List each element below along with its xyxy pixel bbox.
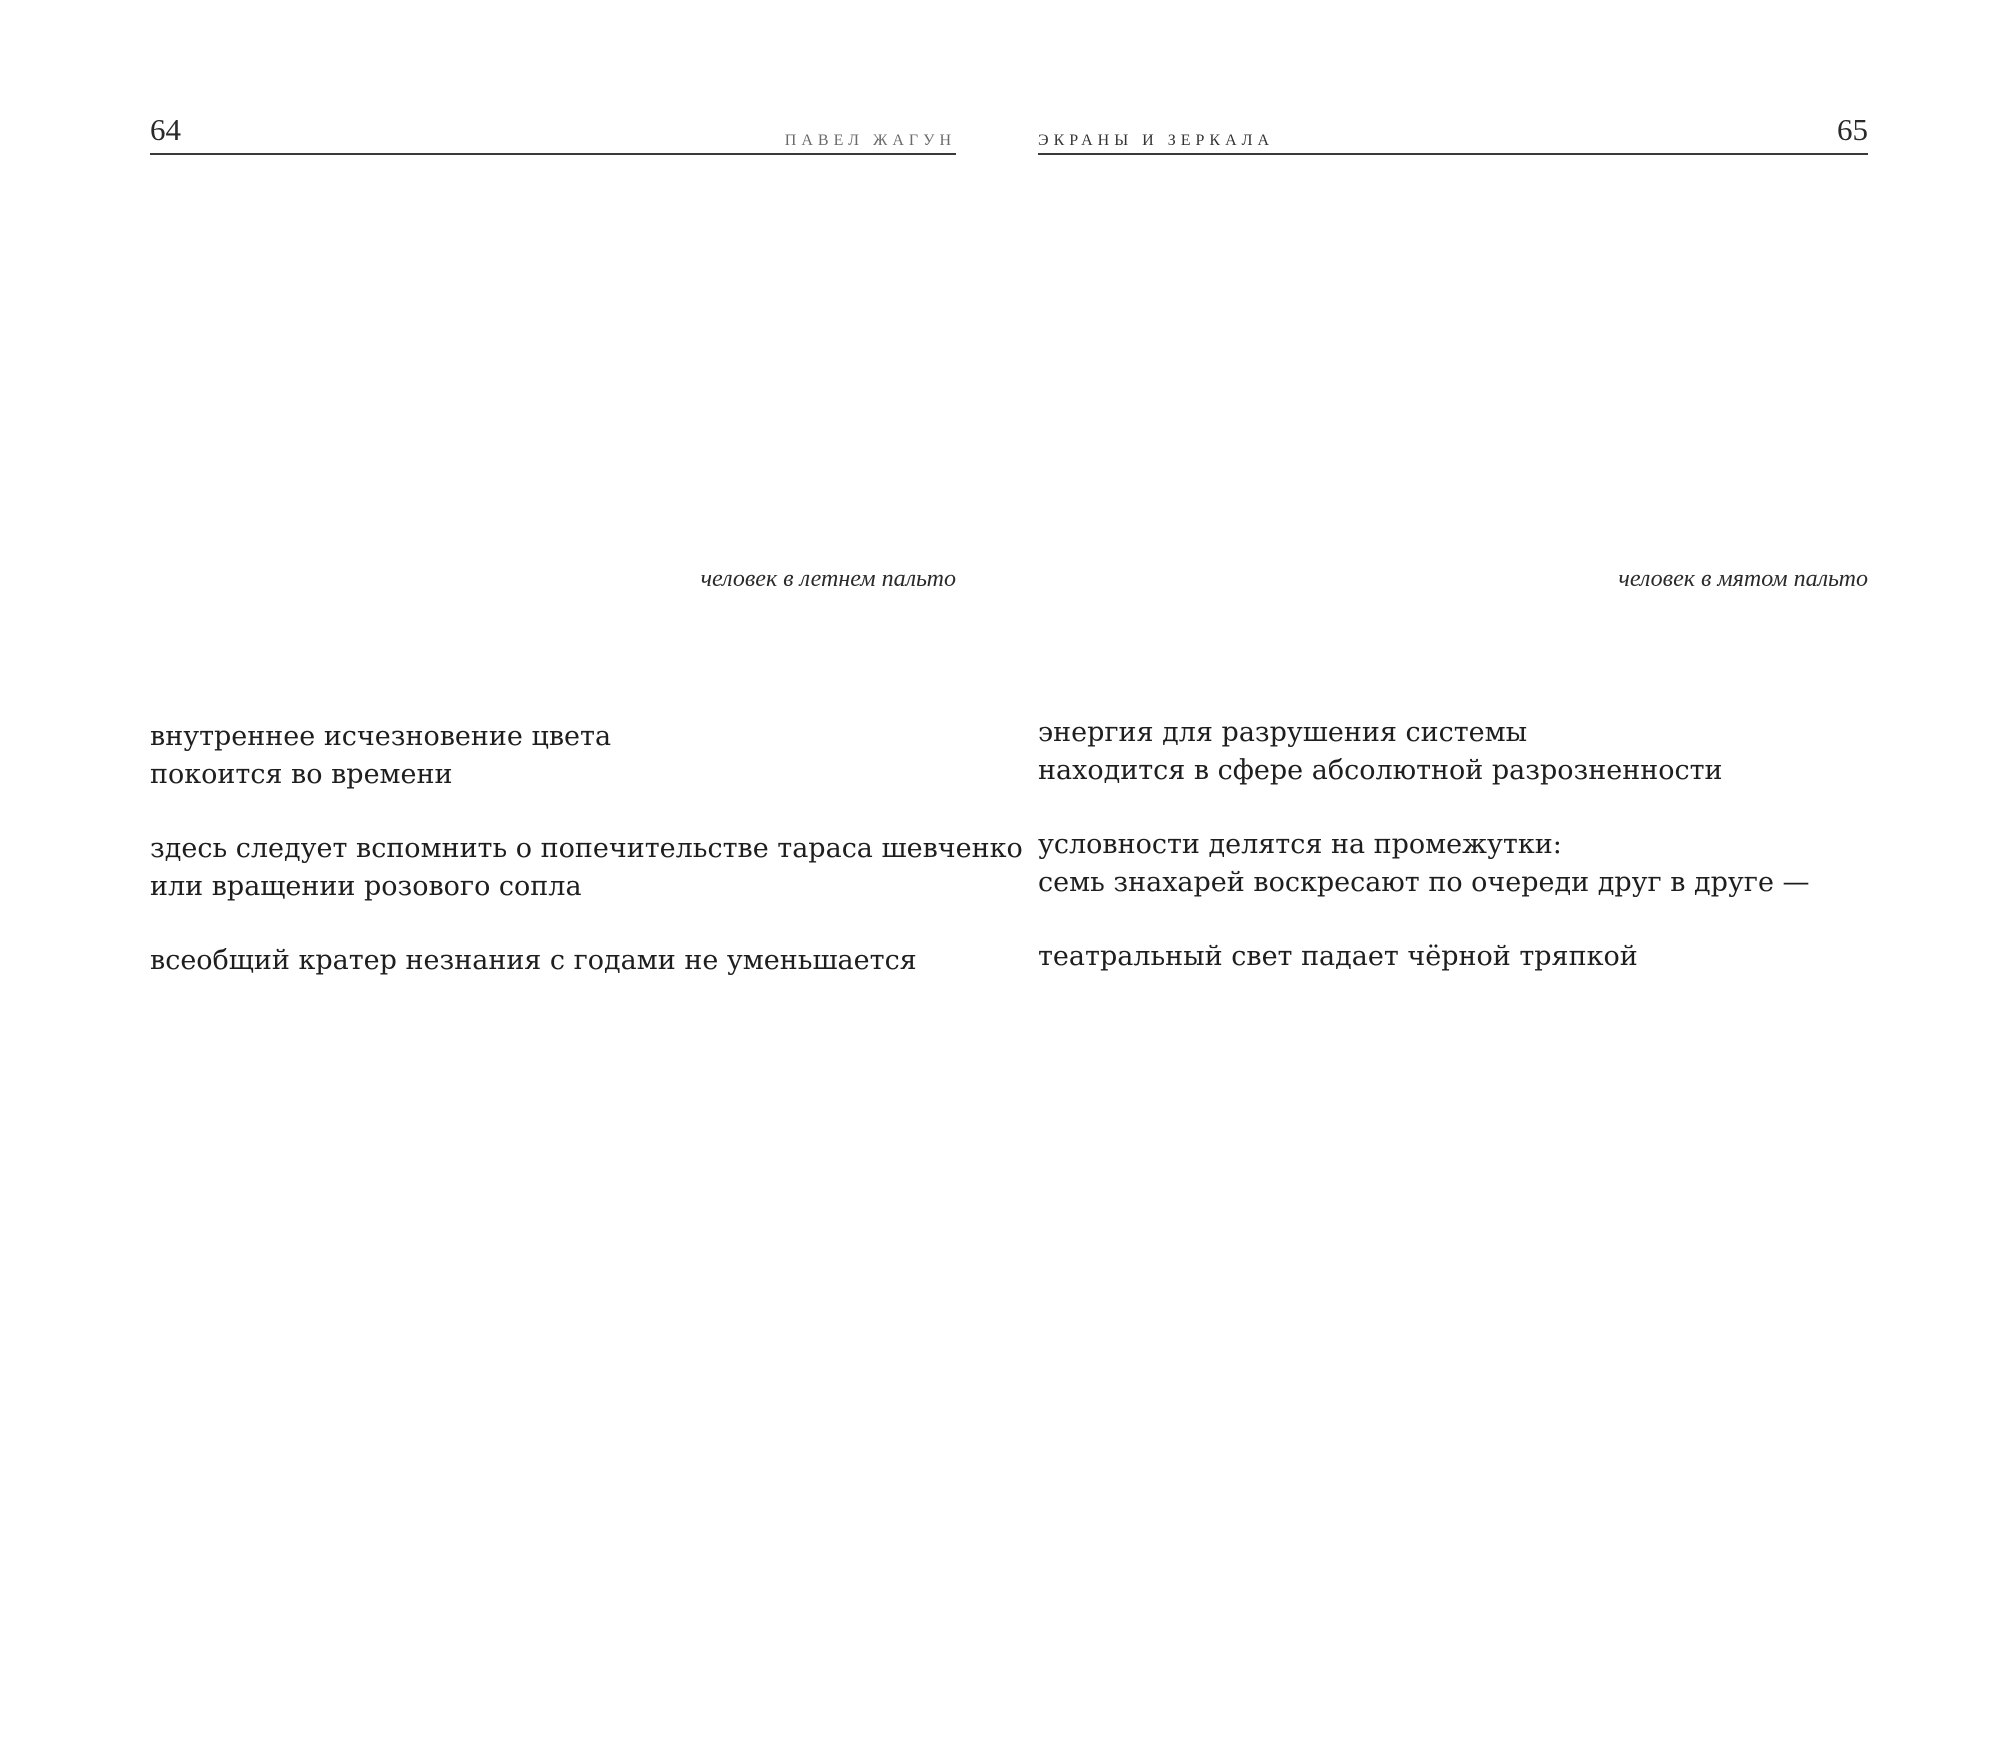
poem-line: находится в сфере абсолютной разрозненности <box>1038 755 1723 786</box>
poem-line: условности делятся на промежутки: <box>1038 829 1562 860</box>
stanza <box>1038 938 1810 976</box>
page-number: 65 <box>1837 112 1868 147</box>
poem-line: семь знахарей воскресают по очереди друг в друге — <box>1038 867 1810 898</box>
poem-line: энергия для разрушения системы <box>1038 717 1528 748</box>
stanza <box>1038 714 1810 790</box>
stanza <box>150 718 1023 794</box>
stanza <box>1038 826 1810 902</box>
header-rule <box>150 153 956 155</box>
running-head-title: ЭКРАНЫ И ЗЕРКАЛА <box>1038 132 1275 149</box>
header-rule <box>1038 153 1868 155</box>
stanza <box>150 830 1023 906</box>
poem-line: театральный свет падает чёрной тряпкой <box>1038 941 1638 972</box>
poem-line: покоится во времени <box>150 759 453 790</box>
poem-body <box>150 718 1023 1016</box>
poem-line: всеобщий кратер незнания с годами не уменьшается <box>150 945 917 976</box>
running-head-author: ПАВЕЛ ЖАГУН <box>784 132 956 149</box>
right-page <box>1038 0 1868 1752</box>
poem-line: или вращении розового сопла <box>150 871 582 902</box>
poem-line: здесь следует вспомнить о попечительстве тараса шевченко <box>150 833 1023 864</box>
poem-line: внутреннее исчезновение цвета <box>150 721 612 752</box>
poem-body <box>1038 714 1810 1012</box>
page-number: 64 <box>150 112 181 147</box>
poem-title: человек в летнем пальто <box>700 566 956 592</box>
stanza <box>150 942 1023 980</box>
poem-title: человек в мятом пальто <box>1618 566 1868 592</box>
left-page <box>150 0 1023 1752</box>
